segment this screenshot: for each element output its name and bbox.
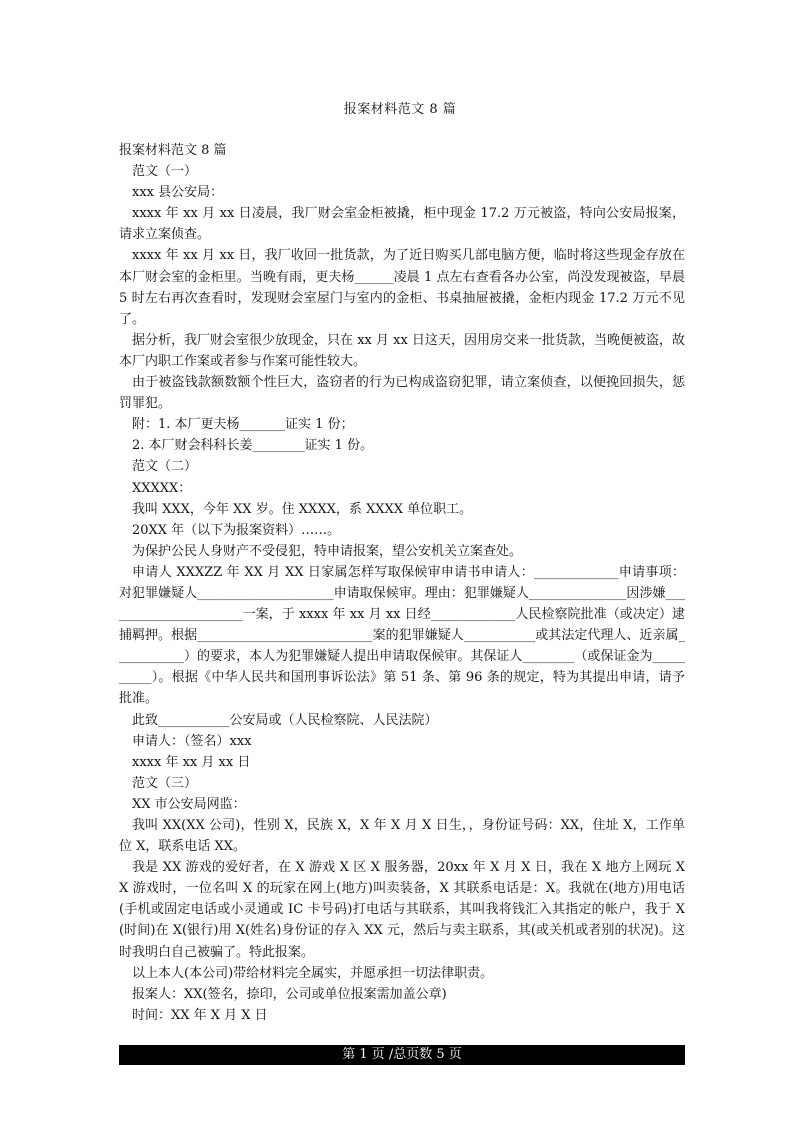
paragraph: 报案材料范文 8 篇 — [119, 143, 227, 158]
paragraph: 申请人 XXXZZ 年 XX 月 XX 日家属怎样写取保候审申请书申请人：_____________申请事项：对犯罪嫌疑人_____________________申请取保候审。理由：犯罪嫌疑人_______________因涉嫌______________________一案，于 xxxx 年 xx 月 xx 日经_____________人民检察院批准（或决定）逮捕羁押。根据___________________________案的犯罪嫌疑人___________或其法定代理人、近亲属___________）的要求，本人为犯罪嫌疑人提出申请取保候审。其保证人________（或保证金为__________）。根据《中华人民共和国刑事诉讼法》第 51 条、第 96 条的规定，特为其提出申请，请予批准。 — [119, 564, 685, 707]
paragraph: xxx 县公安局： — [132, 185, 224, 201]
paragraph: 申请人：（签名）xxx — [132, 733, 252, 749]
paragraph: 据分析，我厂财会室很少放现金，只在 xx 月 xx 日这天，因用房交来一批货款，当晚便被盗，故本厂内职工作案或者参与作案可能性较大。 — [119, 332, 685, 369]
paragraph: xxxx 年 xx 月 xx 日，我厂收回一批货款，为了近日购买几部电脑方便，临时将这些现金存放在本厂财会室的金柜里。当晚有雨，更夫杨______凌晨 1 点左右查看各办公室，尚没发现被盗，早晨 5 时左右再次查看时，发现财会室屋门与室内的金柜、书桌抽屉被撬，金柜内现金 17.2 万元不见了。 — [119, 248, 685, 327]
paragraph: 附：1. 本厂更夫杨_______证实 1 份； — [132, 417, 354, 433]
paragraph: 我叫 XX(XX 公司)，性别 X，民族 X，X 年 X 月 X 日生，，身份证号码：XX，住址 X，工作单位 X，联系电话 XX。 — [119, 818, 685, 855]
page-footer — [119, 1045, 685, 1065]
paragraph: 我是 XX 游戏的爱好者，在 X 游戏 X 区 X 服务器，20xx 年 X 月 X 日，我在 X 地方上网玩 XX 游戏时，一位名叫 X 的玩家在网上(地方)叫卖装备，X 其联系电话是：X。我就在(地方)用电话(手机或固定电话或小灵通或 IC 卡号码)打电话与其联系，其叫我将钱汇入其指定的帐户，我于 X(时间)在 X(银行)用 X(姓名)身份证的存入 XX 元，然后与卖主联系，其(或关机或者别的状况)。这时我明白自己被骗了。特此报案。 — [119, 860, 685, 960]
paragraph: 我叫 XXX，今年 XX 岁。住 XXXX，系 XXXX 单位职工。 — [132, 501, 473, 517]
paragraph: 由于被盗钱款额数额个性巨大，盗窃者的行为已构成盗窃犯罪，请立案侦查，以便挽回损失，惩罚罪犯。 — [119, 375, 685, 412]
paragraph: 此致___________公安局或（人民检察院、人民法院） — [132, 712, 438, 728]
paragraph: 以上本人(本公司)带给材料完全属实，并愿承担一切法律职责。 — [132, 965, 494, 981]
paragraph: 范文（三） — [132, 775, 198, 791]
paragraph: 范文（一） — [132, 164, 198, 180]
paragraph: 20XX 年（以下为报案资料）……。 — [132, 522, 341, 538]
page-number-label: 第 1 页 /总页数 5 页 — [342, 1047, 462, 1062]
document-body — [119, 140, 685, 1026]
paragraph: xxxx 年 xx 月 xx 日凌晨，我厂财会室金柜被撬，柜中现金 17.2 万元被盗，特向公安局报案，请求立案侦查。 — [119, 206, 685, 243]
document-title: 报案材料范文 8 篇 — [343, 102, 457, 117]
paragraph: 2. 本厂财会科科长姜________证实 1 份。 — [132, 438, 374, 454]
paragraph: XXXXX： — [132, 480, 192, 496]
paragraph: XX 市公安局网监： — [132, 796, 246, 812]
paragraph: 时间：XX 年 X 月 X 日 — [132, 1007, 268, 1023]
paragraph: 报案人：XX(签名，捺印，公司或单位报案需加盖公章) — [132, 986, 447, 1002]
paragraph: 为保护公民人身财产不受侵犯，特申请报案，望公安机关立案查处。 — [132, 543, 523, 559]
paragraph: xxxx 年 xx 月 xx 日 — [132, 754, 251, 770]
paragraph: 范文（二） — [132, 459, 198, 475]
